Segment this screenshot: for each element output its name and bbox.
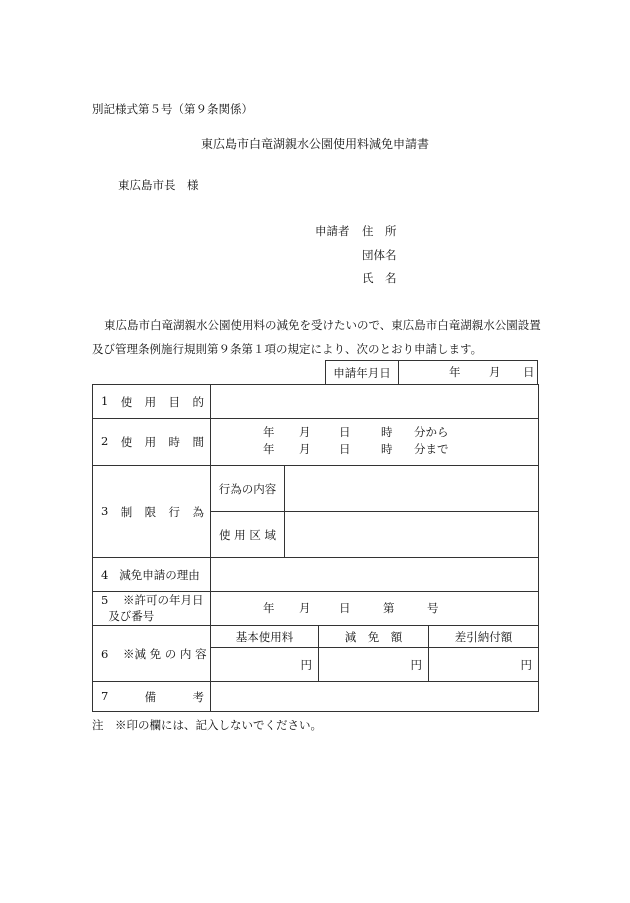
applicant-name-label: 氏 名: [362, 271, 397, 285]
application-form-table: [92, 384, 539, 712]
reduction-label: 6 ※減 免 の 内 容: [93, 626, 211, 682]
permit-label: 5 ※許可の年月日 及び番号: [93, 592, 211, 626]
reduction-amount-header: 減 免 額: [319, 626, 429, 648]
remarks-label: 7 備 考: [93, 682, 211, 712]
row-time: [93, 419, 539, 466]
purpose-label: 1 使 用 目 的: [93, 385, 211, 419]
addressee: 東広島市長 様: [118, 178, 199, 192]
time-field[interactable]: 年 月 日 時 分から 年 月 日 時 分まで: [211, 419, 539, 466]
row-reason: [93, 558, 539, 592]
net-payment-header: 差引納付額: [429, 626, 539, 648]
use-area-field[interactable]: [285, 512, 539, 558]
row-permit: [93, 592, 539, 626]
row-restricted-act: [93, 466, 539, 512]
form-number: 別記様式第５号（第９条関係）: [92, 102, 253, 116]
use-area-label: 使 用 区 域: [211, 512, 285, 558]
permit-field[interactable]: 年 月 日 第 号: [211, 592, 539, 626]
page-title: 東広島市白竜湖親水公園使用料減免申請書: [200, 137, 429, 151]
application-date-month: 月: [489, 365, 501, 379]
applicant-organization-label: 団体名: [362, 248, 397, 262]
time-label: 2 使 用 時 間: [93, 419, 211, 466]
act-content-field[interactable]: [285, 466, 539, 512]
application-date-label: 申請年月日: [326, 361, 399, 384]
restricted-label: 3 制 限 行 為: [93, 466, 211, 558]
body-text-line2: 及び管理条例施行規則第９条第１項の規定により、次のとおり申請します。: [92, 342, 483, 356]
application-date-box: [325, 360, 538, 384]
basic-fee-header: 基本使用料: [211, 626, 319, 648]
remarks-field[interactable]: [211, 682, 539, 712]
application-date-field[interactable]: [399, 361, 537, 384]
application-date-year: 年: [449, 365, 461, 379]
basic-fee-field[interactable]: 円: [211, 648, 319, 682]
reason-label: 4 減免申請の理由: [93, 558, 211, 592]
application-date-day: 日: [523, 365, 535, 379]
purpose-field[interactable]: [211, 385, 539, 419]
reduction-amount-field[interactable]: 円: [319, 648, 429, 682]
row-reduction-header: [93, 626, 539, 648]
applicant-address-label: 住 所: [362, 224, 397, 238]
net-payment-field[interactable]: 円: [429, 648, 539, 682]
body-text-line1: 東広島市白竜湖親水公園使用料の減免を受けたいので、東広島市白竜湖親水公園設置: [104, 318, 541, 332]
act-content-label: 行為の内容: [211, 466, 285, 512]
row-remarks: [93, 682, 539, 712]
applicant-label: 申請者: [315, 224, 350, 238]
reason-field[interactable]: [211, 558, 539, 592]
note: 注 ※印の欄には、記入しないでください。: [92, 718, 322, 732]
row-purpose: [93, 385, 539, 419]
